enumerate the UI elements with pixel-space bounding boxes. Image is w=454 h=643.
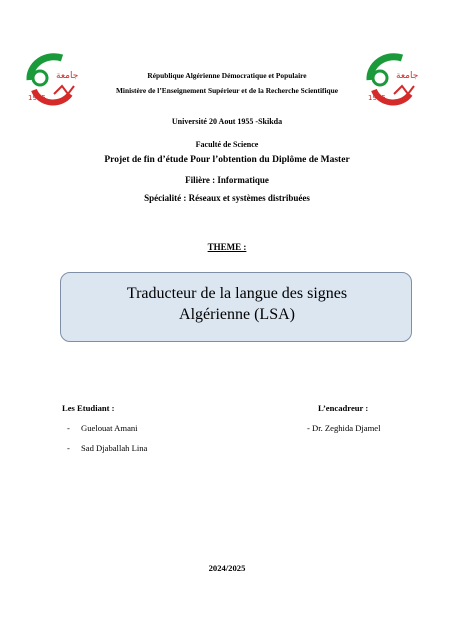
university-name: Université 20 Aout 1955 -Skikda [171,117,283,126]
theme-label: THEME : [207,242,247,252]
svg-text:جامعة: جامعة [396,71,419,81]
svg-text:1955: 1955 [28,94,46,102]
faculty-name: Faculté de Science [195,140,259,149]
specialty-name: Spécialité : Réseaux et systèmes distribuées [144,193,310,203]
bullet-dash: - [67,443,70,453]
student-name: Guelouat Amani [81,423,138,433]
thesis-title-box [60,272,412,342]
thesis-title-line-2: Algérienne (LSA) [179,306,295,323]
svg-text:جامعة: جامعة [56,71,79,81]
bullet-dash: - [67,423,70,433]
supervisor-name: - Dr. Zeghida Djamel [307,423,381,433]
supervisor-label: L’encadreur : [318,403,369,413]
ministry-heading: Ministère de l’Enseignement Supérieur et de la Recherche Scientifique [115,86,339,95]
svg-text:1955: 1955 [368,94,386,102]
republic-heading: République Algérienne Démocratique et Populaire [147,71,307,80]
project-description: Projet de fin d’étude Pour l’obtention du Diplôme de Master [104,155,350,165]
thesis-title-line-1: Traducteur de la langue des signes [126,285,348,302]
student-item [67,443,147,453]
student-item [67,423,138,433]
field-name: Filière : Informatique [185,175,269,185]
student-name: Sad Djaballah Lina [81,443,148,453]
students-label: Les Etudiant : [62,403,115,413]
academic-year: 2024/2025 [208,563,246,573]
